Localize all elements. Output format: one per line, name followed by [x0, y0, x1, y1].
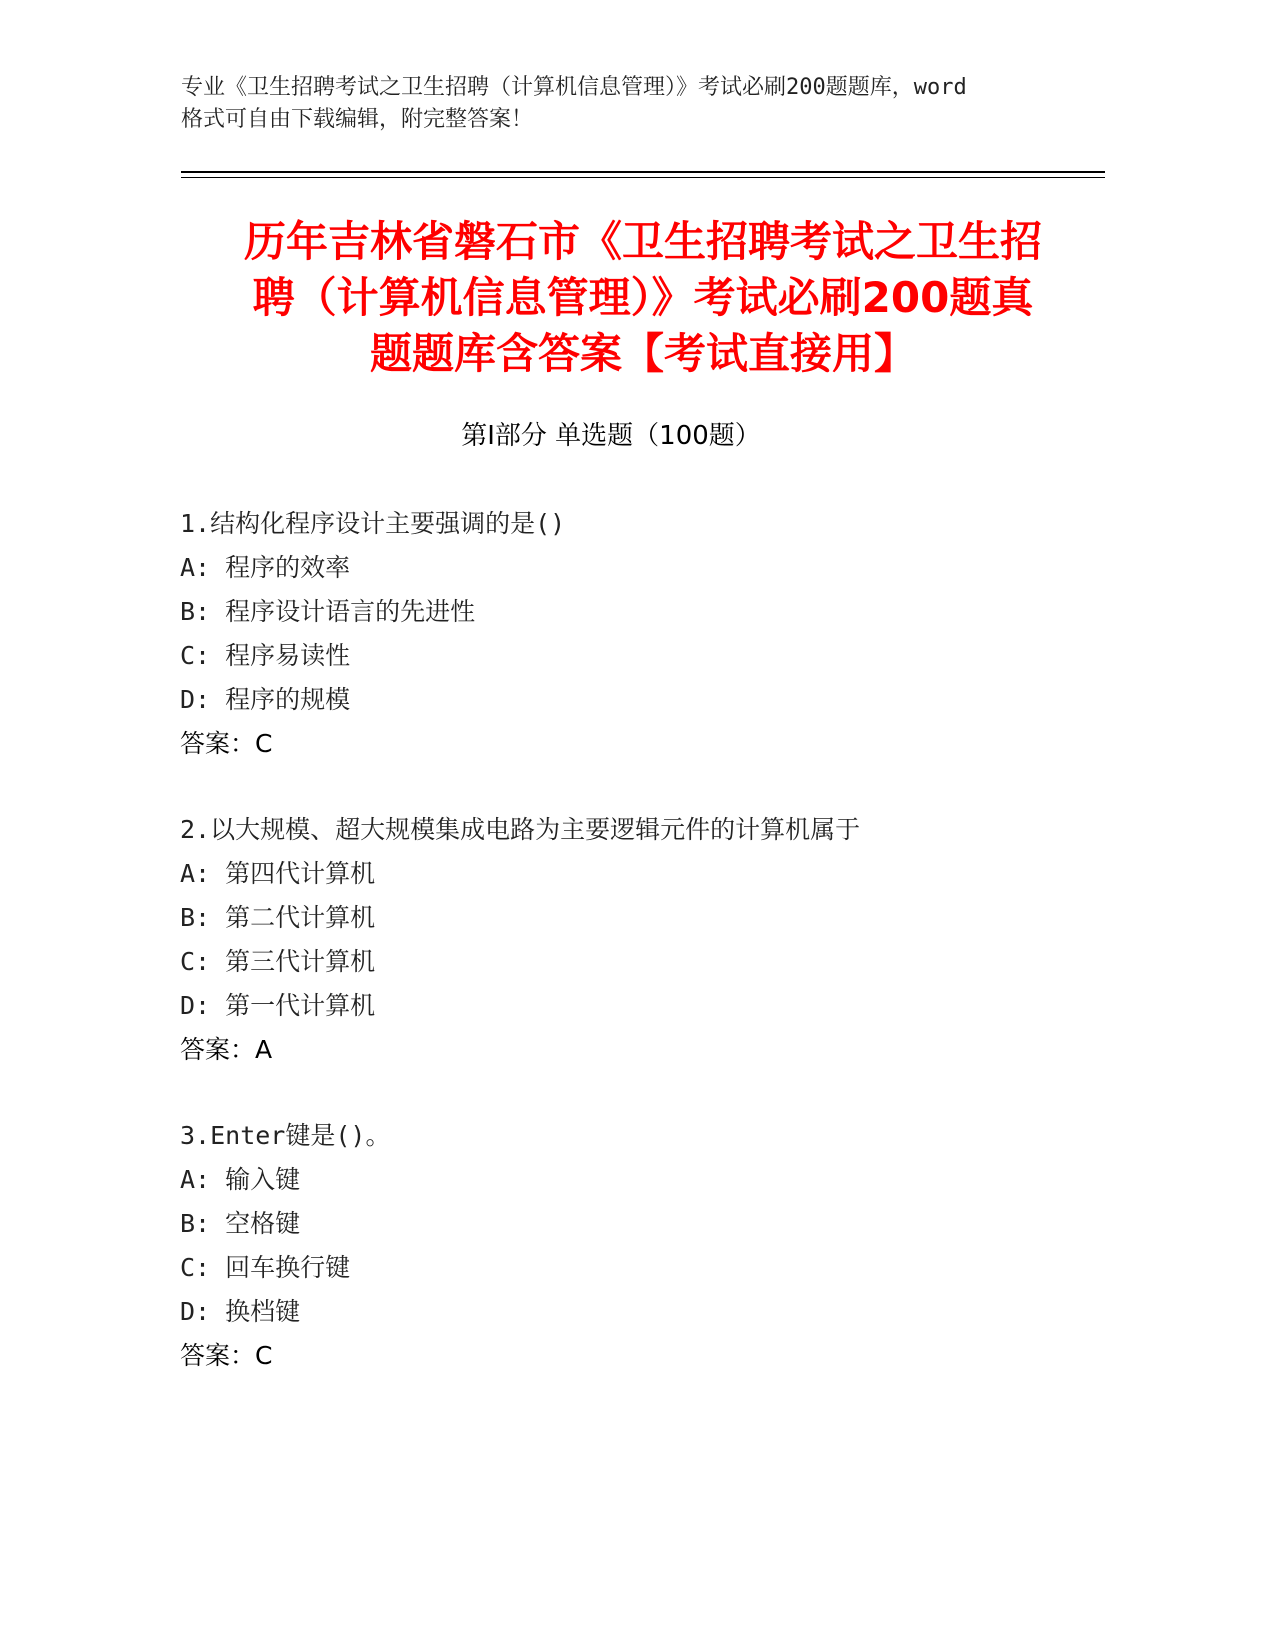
question-2	[180, 808, 1100, 1072]
document-title	[181, 214, 1105, 382]
question-stem: 2.以大规模、超大规模集成电路为主要逻辑元件的计算机属于	[180, 815, 861, 844]
answer-line: 答案：C	[180, 729, 273, 758]
option-d: D: 换档键	[180, 1297, 301, 1326]
option-a: A: 第四代计算机	[180, 859, 376, 888]
option-a: A: 程序的效率	[180, 553, 351, 582]
header-note-line-2: 格式可自由下载编辑，附完整答案！	[181, 107, 534, 132]
option-b: B: 空格键	[180, 1209, 301, 1238]
answer-line: 答案：A	[180, 1035, 273, 1064]
option-b: B: 程序设计语言的先进性	[180, 597, 476, 626]
question-stem: 3.Enter键是()。	[180, 1121, 391, 1150]
header-note-line-1: 专业《卫生招聘考试之卫生招聘（计算机信息管理）》考试必刷200题题库，word	[181, 75, 967, 100]
option-c: C: 第三代计算机	[180, 947, 376, 976]
header-rule-thick	[181, 171, 1105, 173]
option-b: B: 第二代计算机	[180, 903, 376, 932]
header-note	[181, 72, 1081, 136]
option-c: C: 程序易读性	[180, 641, 351, 670]
option-a: A: 输入键	[180, 1165, 301, 1194]
question-1	[180, 502, 1100, 766]
section-heading: 第Ⅰ部分 单选题（100题）	[461, 421, 761, 451]
option-d: D: 第一代计算机	[180, 991, 376, 1020]
question-3	[180, 1114, 1100, 1378]
header-rule-thin	[181, 177, 1105, 178]
document-title-line-2: 聘（计算机信息管理）》考试必刷200题真	[252, 273, 1034, 322]
option-c: C: 回车换行键	[180, 1253, 351, 1282]
question-stem: 1.结构化程序设计主要强调的是()	[180, 509, 566, 538]
document-title-line-3: 题题库含答案【考试直接用】	[369, 329, 916, 378]
document-title-line-1: 历年吉林省磐石市《卫生招聘考试之卫生招	[243, 217, 1042, 266]
option-d: D: 程序的规模	[180, 685, 351, 714]
answer-line: 答案：C	[180, 1341, 273, 1370]
